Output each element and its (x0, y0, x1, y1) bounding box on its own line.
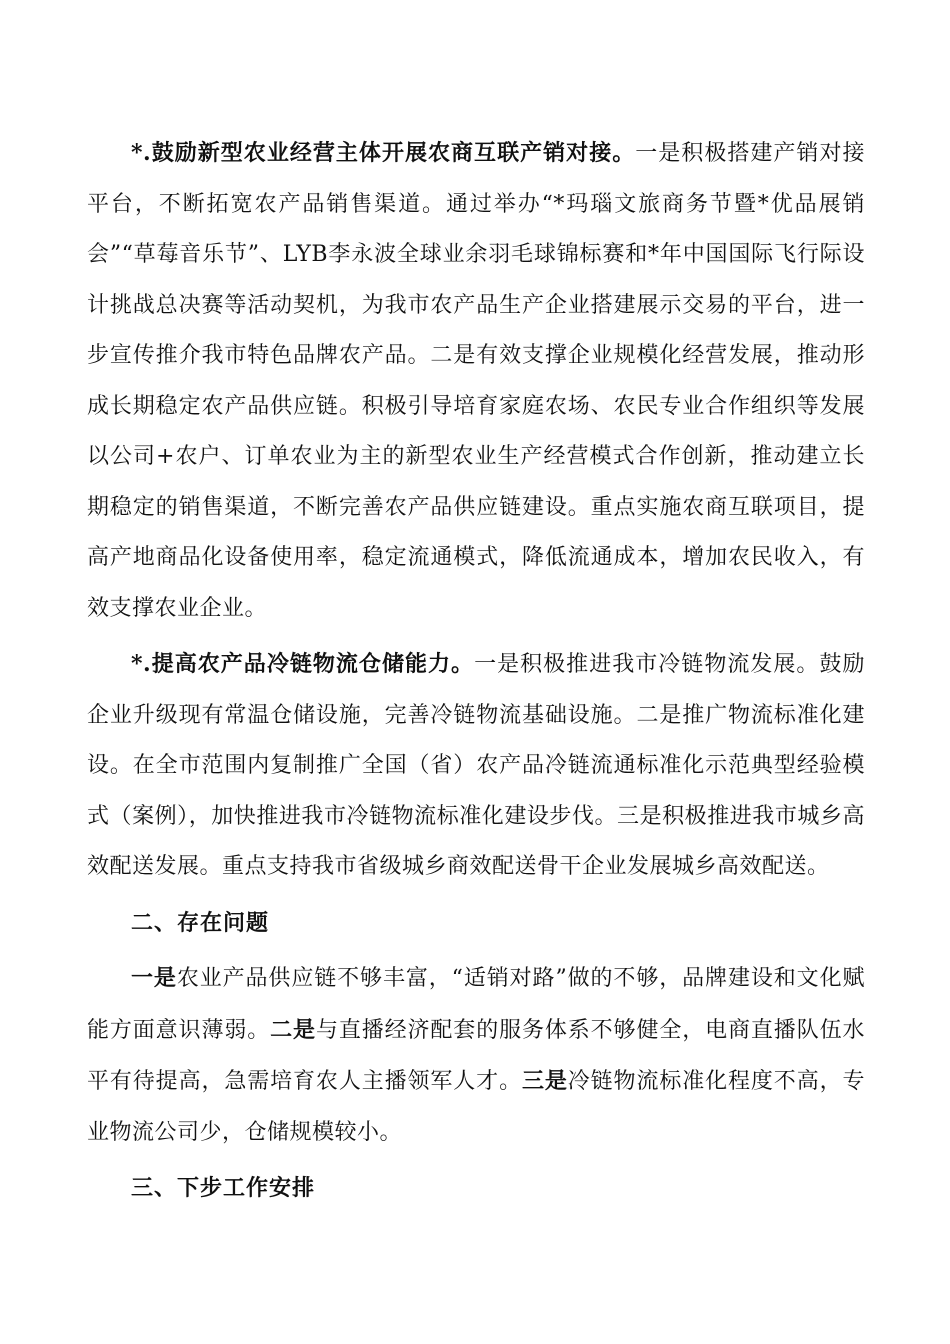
paragraph-lead: 三是 (521, 1068, 568, 1094)
paragraph-body: 农业产品供应链不够丰富，“适销对路”做的不够，品牌建设和文化赋能方面意识薄弱。 (87, 966, 865, 1043)
paragraph-farm-commerce-linkage (87, 128, 865, 634)
section-heading-next-steps: 三、下步工作安排 (131, 1175, 316, 1201)
document-page (87, 128, 865, 1219)
paragraph-body: 冷链物流标准化程度不高，专业物流公司少，仓储规模较小。 (87, 1069, 865, 1145)
section-heading-problems: 二、存在问题 (131, 909, 270, 936)
paragraph-problems (87, 953, 865, 1158)
paragraph-body: 一是积极推进我市冷链物流发展。鼓励企业升级现有常温仓储设施，完善冷链物流基础设施。二是推广物流标准化建设。在全市范围内复制推广全国（省）农产品冷链流通标准化示范典型经验模式（案例），加快推进我市冷链物流标准化建设步伐。三是积极推进我市城乡高效配送发展。重点支持我市省级城乡商效配送骨干企业发展城乡高效配送。 (87, 652, 865, 879)
paragraph-cold-chain (87, 639, 865, 893)
paragraph-lead: *.提高农产品冷链物流仓储能力。 (131, 651, 475, 677)
paragraph-lead: *.鼓励新型农业经营主体开展农商互联产销对接。 (131, 140, 636, 166)
paragraph-lead: 一是 (131, 965, 177, 991)
paragraph-body: 与直播经济配套的服务体系不够健全，电商直播队伍水平有待提高，急需培育农人主播领军人才。 (87, 1017, 865, 1094)
paragraph-body: 一是积极搭建产销对接平台，不断拓宽农产品销售渠道。通过举办“*玛瑙文旅商务节暨*优品展销会”“草莓音乐节”、LYB李永波全球业余羽毛球锦标赛和*年中国国际飞行际设计挑战总决赛等活动契机，为我市农产品生产企业搭建展示交易的平台，进一步宣传推介我市特色品牌农产品。二是有效支撑企业规模化经营发展，推动形成长期稳定农产品供应链。积极引导培育家庭农场、农民专业合作组织等发展以公司+农户、订单农业为主的新型农业生产经营模式合作创新，推动建立长期稳定的销售渠道，不断完善农产品供应链建设。重点实施农商互联项目，提高产地商品化设备使用率，稳定流通模式，降低流通成本，增加农民收入，有效支撑农业企业。 (87, 141, 865, 621)
paragraph-lead: 二是 (270, 1016, 316, 1043)
